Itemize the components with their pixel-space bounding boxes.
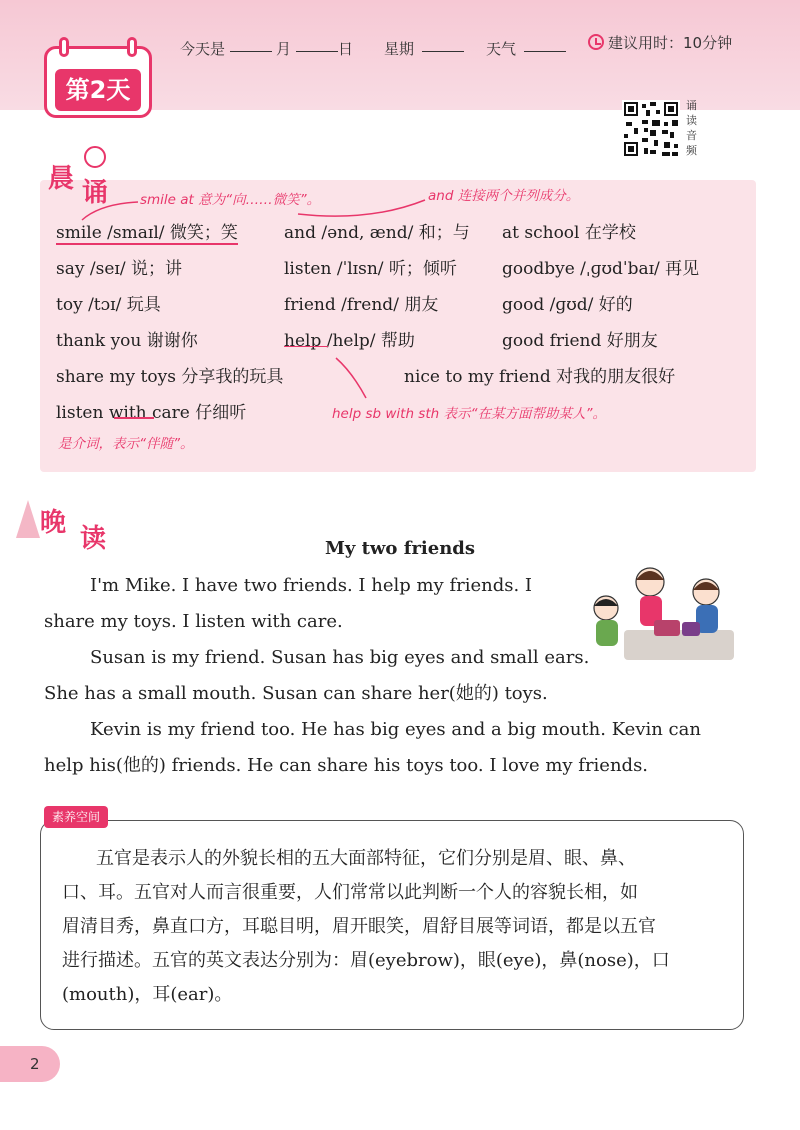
vocab-at-school: at school 在学校: [502, 223, 636, 243]
logo-char-1: 晨: [48, 164, 75, 194]
story-line-5: Kevin is my friend too. He has big eyes and a big mouth. Kevin can: [90, 719, 701, 740]
vocab-goodbye: goodbye /ˌɡʊdˈbaɪ/ 再见: [502, 259, 700, 279]
weekday-label: 星期: [384, 40, 415, 58]
qr-caption: 诵读音频: [686, 99, 697, 157]
vocab-good: good /ɡʊd/ 好的: [502, 295, 633, 315]
vocab-say: say /seɪ/ 说；讲: [56, 259, 182, 279]
sun-icon: [84, 146, 106, 168]
story-line-2: share my toys. I listen with care.: [44, 611, 343, 632]
vocab-good-friend: good friend 好朋友: [502, 331, 658, 351]
vocab-smile: smile /smaɪl/ 微笑；笑: [56, 223, 238, 243]
note-with: 是介词，表示“伴随”。: [58, 436, 194, 452]
logo-char-1: 晚: [40, 508, 67, 538]
day-badge: [44, 46, 152, 118]
page-number: 2: [0, 1046, 60, 1082]
logo-char-2: 读: [80, 524, 107, 554]
literacy-tag: 素养空间: [44, 806, 108, 828]
suggested-time-text: 建议用时：10分钟: [608, 34, 733, 52]
kids-sharing-toys-illustration: [584, 560, 744, 664]
story-line-3: Susan is my friend. Susan has big eyes and small ears.: [90, 647, 590, 668]
vocab-and: and /ənd, ænd/ 和；与: [284, 223, 470, 243]
vocab-help: help /help/ 帮助: [284, 331, 415, 351]
note-and: and 连接两个并列成分。: [428, 188, 580, 204]
help-annotation-arrow: [280, 346, 380, 406]
literacy-line-1: 五官是表示人的外貌长相的五大面部特征，它们分别是眉、眼、鼻、: [96, 848, 636, 869]
vocab-share-my-toys: share my toys 分享我的玩具: [56, 367, 284, 387]
literacy-line-3: 眉清目秀，鼻直口方，耳聪目明，眉开眼笑，眉舒目展等词语，都是以五官: [62, 916, 656, 937]
vocab-listen: listen /ˈlɪsn/ 听；倾听: [284, 259, 457, 279]
calendar-rings-icon: [59, 37, 137, 57]
weekday-blank: [422, 38, 464, 52]
story-line-4: She has a small mouth. Susan can share her(她的) toys.: [44, 683, 548, 704]
vocab-friend: friend /frend/ 朋友: [284, 295, 439, 315]
vocab-listen-with-care: listen with care 仔细听: [56, 403, 247, 423]
qr-code-icon[interactable]: [622, 100, 680, 158]
month-blank: [230, 38, 272, 52]
story-line-1: I'm Mike. I have two friends. I help my friends. I: [90, 575, 533, 596]
note-help-sb: help sb with sth 表示“在某方面帮助某人”。: [332, 406, 606, 422]
story-line-6: help his(他的) friends. He can share his toys too. I love my friends.: [44, 755, 649, 776]
literacy-line-4: 进行描述。五官的英文表达分别为：眉(eyebrow)，眼(eye)，鼻(nose)，口: [62, 950, 670, 971]
literacy-line-2: 口、耳。五官对人而言很重要，人们常常以此判断一个人的容貌长相，如: [62, 882, 638, 903]
date-line: [180, 38, 580, 62]
story-title: My two friends: [324, 538, 476, 559]
today-is-label: 今天是: [180, 40, 226, 58]
logo-char-2: 诵: [82, 178, 109, 208]
note-smile-at: smile at 意为“向……微笑”。: [140, 192, 321, 208]
clock-icon: [588, 34, 604, 50]
weather-label: 天气: [486, 40, 517, 58]
month-label: 月: [276, 40, 292, 58]
vocab-nice-to-my-friend: nice to my friend 对我的朋友很好: [404, 367, 676, 387]
with-underline: [112, 416, 162, 436]
day-blank: [296, 38, 338, 52]
day-label: 第2天: [55, 69, 141, 111]
day-label-text: 日: [338, 40, 354, 58]
vocab-toy: toy /tɔɪ/ 玩具: [56, 295, 161, 315]
tree-icon: [16, 500, 40, 538]
weather-blank: [524, 38, 566, 52]
suggested-time: [588, 32, 732, 53]
literacy-line-5: (mouth)，耳(ear)。: [62, 984, 233, 1005]
vocab-thank-you: thank you 谢谢你: [56, 331, 198, 351]
